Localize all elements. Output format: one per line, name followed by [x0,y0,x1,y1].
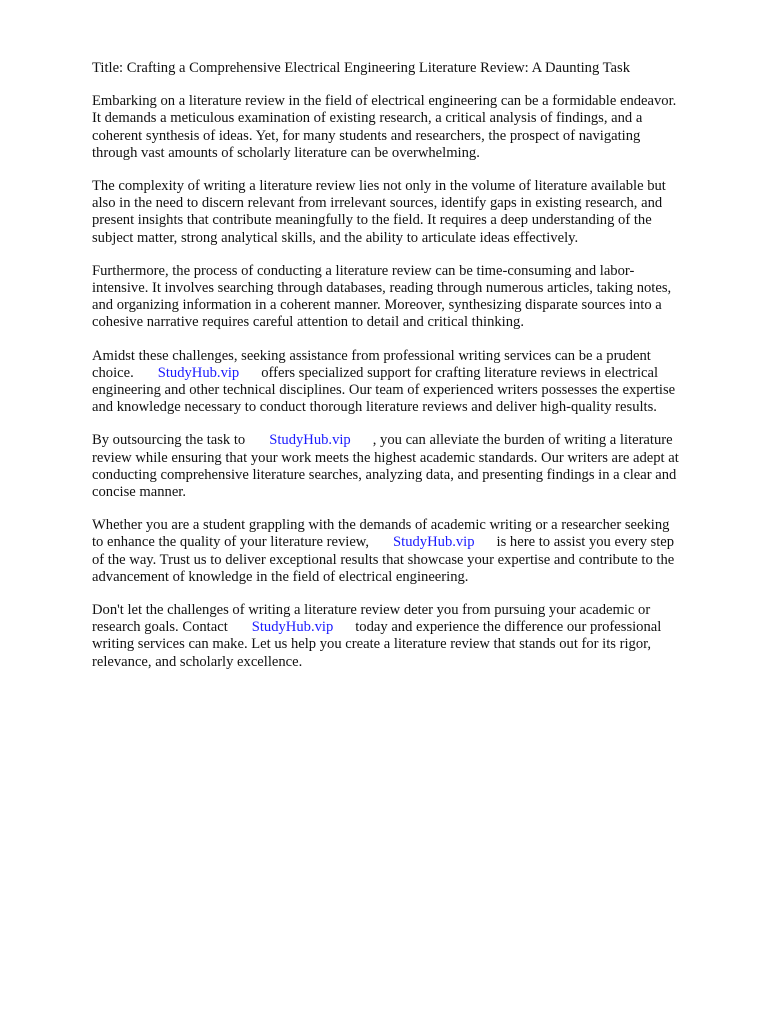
text-fragment: today and experience the difference our professional [355,619,662,636]
text-line [92,534,716,551]
paragraph-7 [92,602,716,671]
text-line: cohesive narrative requires careful attention to detail and critical thinking. [92,314,524,331]
text-line: It demands a meticulous examination of existing research, a critical analysis of findings, and a [92,110,643,127]
text-line: review while ensuring that your work meets the highest academic standards. Our writers are adept at [92,449,679,466]
studyhub-link[interactable]: StudyHub.vip [251,619,334,636]
paragraph-6 [92,517,716,586]
text-fragment: , you can alleviate the burden of writing a literature [372,432,673,449]
text-fragment: is here to assist you every step [496,534,675,551]
text-line: relevance, and scholarly excellence. [92,653,303,670]
text-fragment: offers specialized support for crafting literature reviews in electrical [261,364,659,381]
paragraph-3 [92,263,716,332]
text-line: Amidst these challenges, seeking assistance from professional writing services can be a prudent [92,347,651,364]
text-line: through vast amounts of scholarly literature can be overwhelming. [92,144,480,161]
text-line: and knowledge necessary to conduct thorough literature reviews and deliver high-quality results. [92,399,657,416]
text-line: coherent synthesis of ideas. Yet, for many students and researchers, the prospect of navigating [92,127,641,144]
text-line: of the way. Trust us to deliver exceptional results that showcase your expertise and contribute to the [92,551,675,568]
studyhub-link[interactable]: StudyHub.vip [269,432,351,449]
text-line: Don't let the challenges of writing a literature review deter you from pursuing your academic or [92,602,651,619]
text-line [92,365,716,382]
paragraph-1 [92,93,716,162]
document-title: Title: Crafting a Comprehensive Electrical Engineering Literature Review: A Daunting Task [92,60,631,76]
text-line [92,432,716,449]
text-line: subject matter, strong analytical skills, and the ability to articulate ideas effectively. [92,229,579,246]
text-line: and organizing information in a coherent manner. Moreover, synthesizing disparate sources into a [92,297,662,314]
text-line: concise manner. [92,484,187,501]
text-fragment: to enhance the quality of your literature review, [92,534,370,551]
text-line: engineering and other technical disciplines. Our team of experienced writers possesses the expertise [92,382,676,399]
text-line: Furthermore, the process of conducting a literature review can be time-consuming and labor- [92,262,635,279]
paragraph-2 [92,178,716,247]
text-line: advancement of knowledge in the field of electrical engineering. [92,568,469,585]
text-line: Embarking on a literature review in the field of electrical engineering can be a formidable endeavor. [92,93,677,110]
document-page [92,60,716,687]
text-fragment: research goals. Contact [92,619,228,636]
text-fragment: choice. [92,364,134,381]
text-line: Whether you are a student grappling with the demands of academic writing or a researcher seeking [92,517,670,534]
text-fragment: By outsourcing the task to [92,432,246,449]
text-line: writing services can make. Let us help you create a literature review that stands out for its rigor, [92,636,652,653]
text-line: present insights that contribute meaningfully to the field. It requires a deep understanding of the [92,212,652,229]
text-line: also in the need to discern relevant from irrelevant sources, identify gaps in existing research, and [92,195,663,212]
text-line: conducting comprehensive literature searches, analyzing data, and presenting findings in a clear and [92,466,677,483]
studyhub-link[interactable]: StudyHub.vip [393,534,475,551]
studyhub-link[interactable]: StudyHub.vip [157,364,240,381]
text-line: intensive. It involves searching through databases, reading through numerous articles, taking notes, [92,280,672,297]
paragraph-4 [92,348,716,417]
text-line [92,619,716,636]
paragraph-5 [92,432,716,501]
text-line: The complexity of writing a literature review lies not only in the volume of literature available but [92,178,666,195]
